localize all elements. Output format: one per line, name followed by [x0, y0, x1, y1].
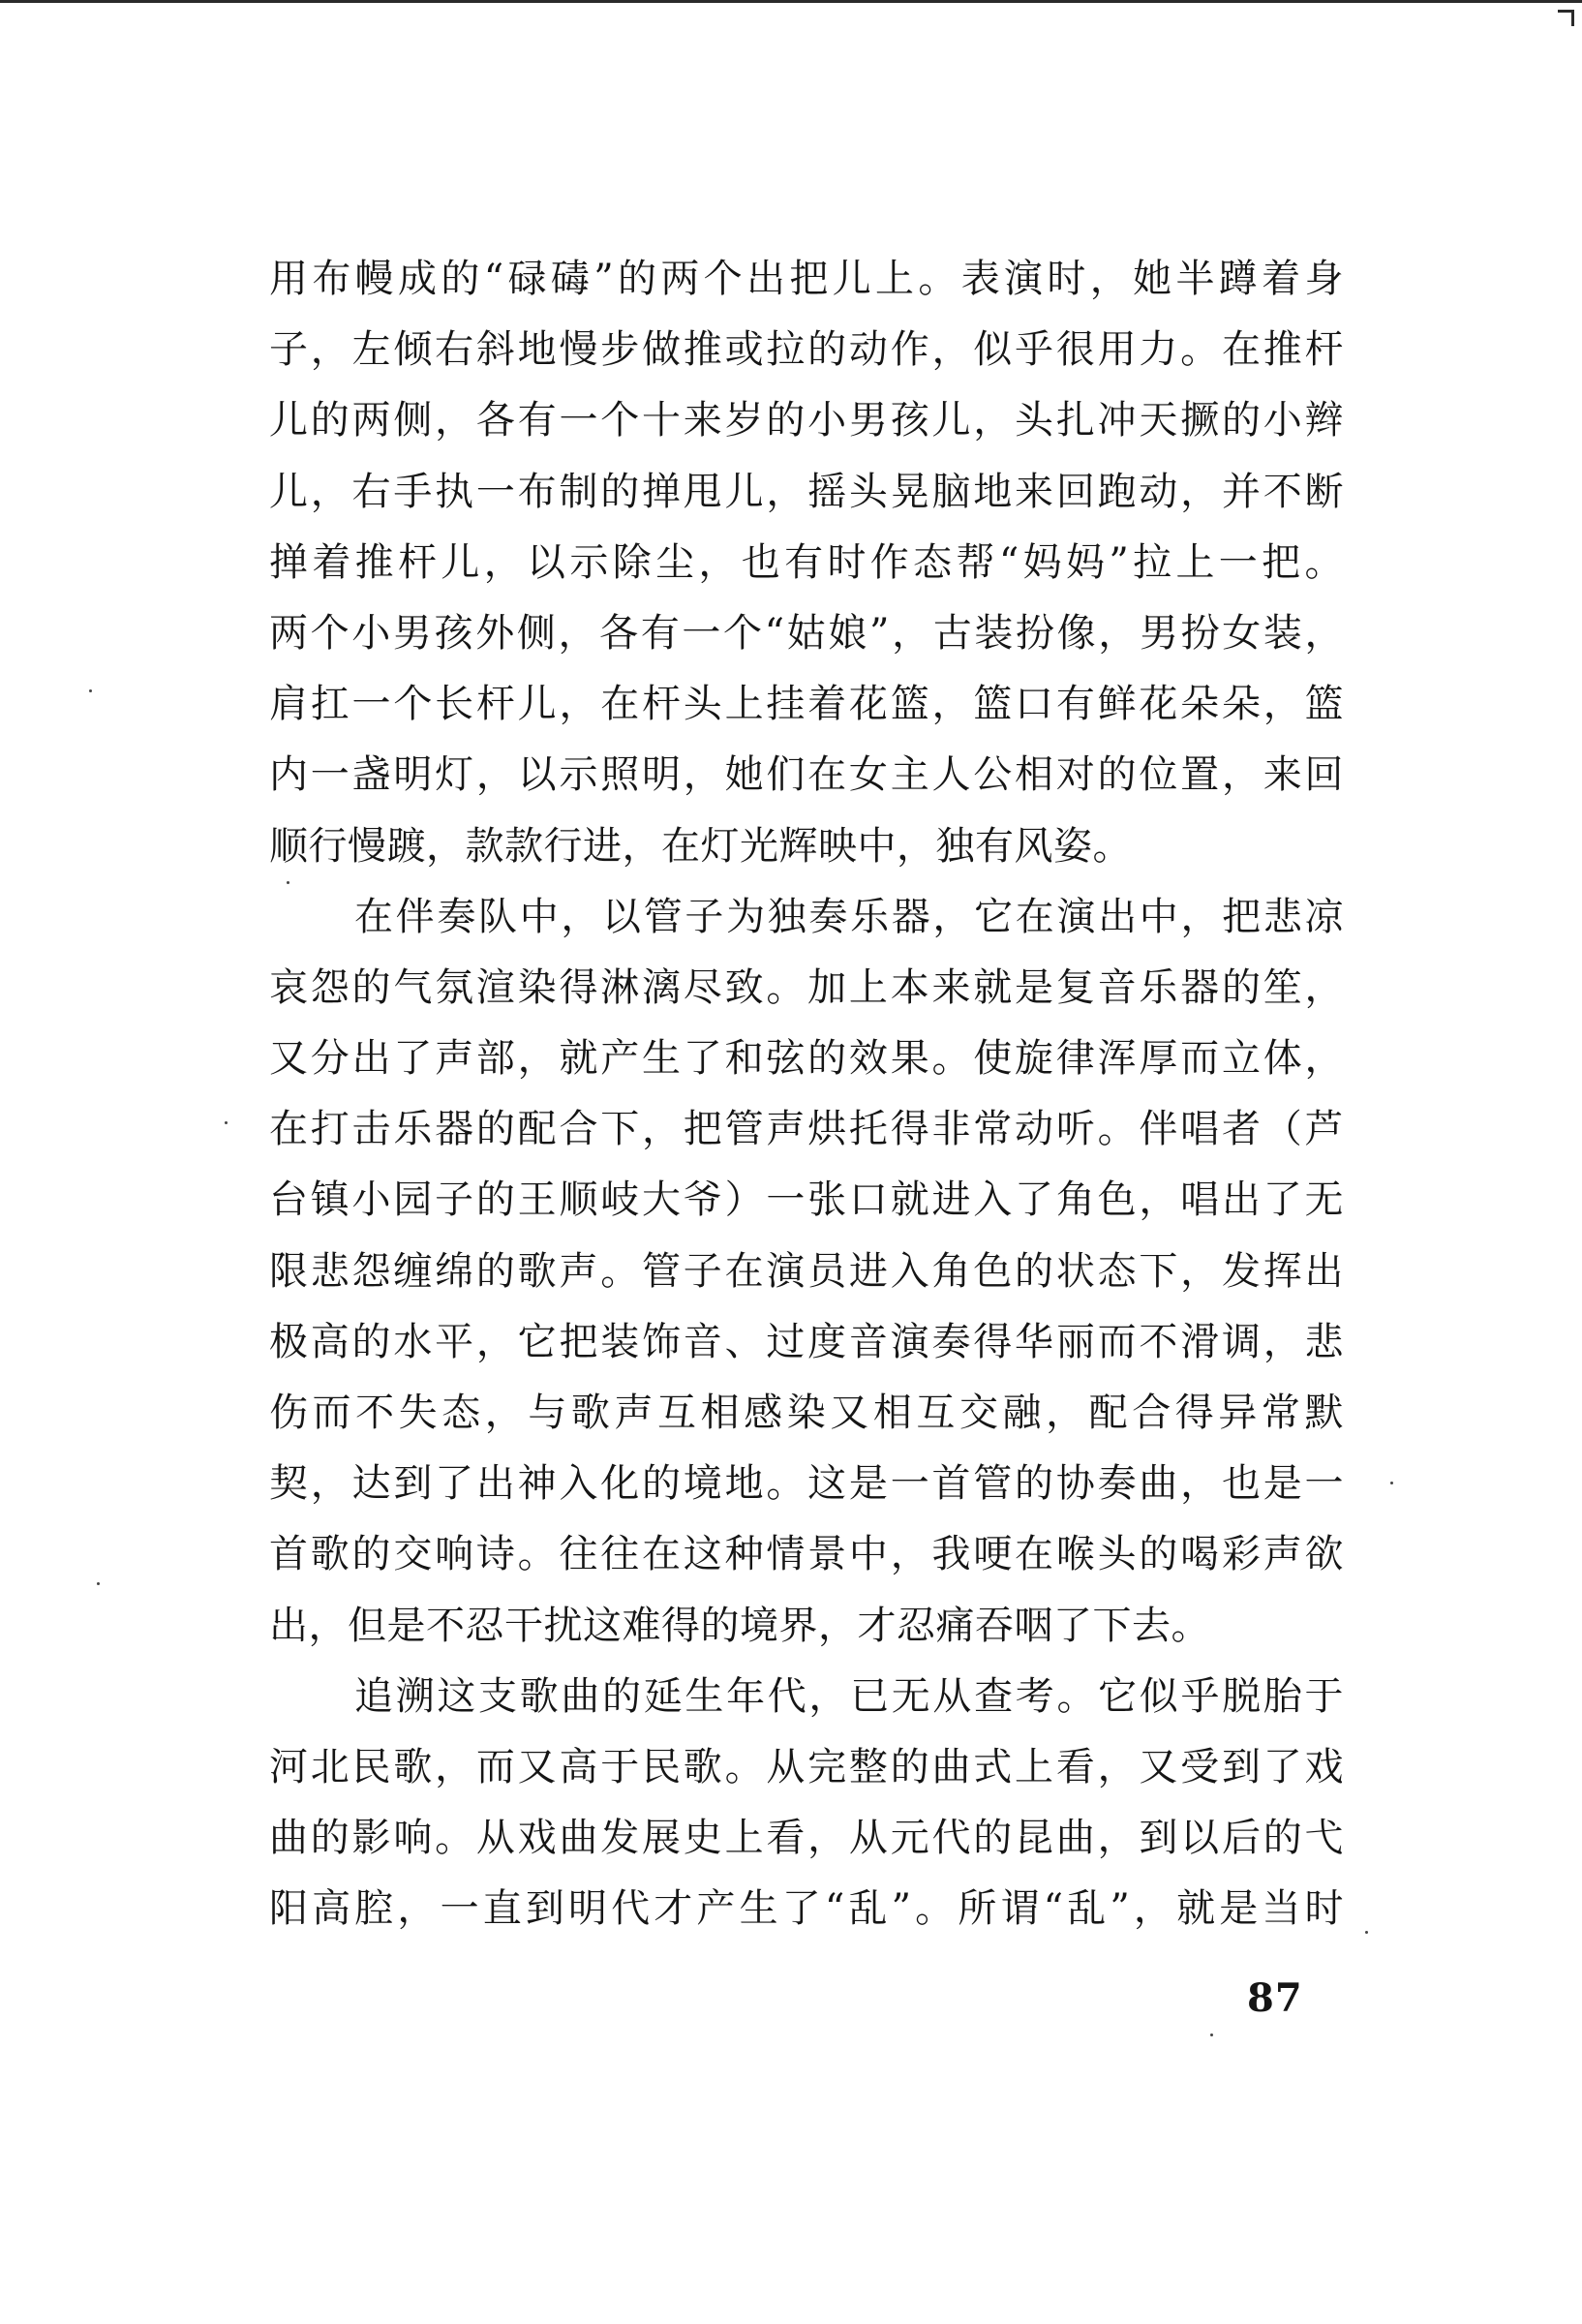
text-line: 顺行慢踱，款款行进，在灯光辉映中，独有风姿。 — [269, 823, 1132, 869]
text-line: 极高的水平，它把装饰音、过度音演奏得华丽而不滑调，悲 — [269, 1319, 1344, 1364]
text-line: 儿的两侧，各有一个十来岁的小男孩儿，头扎冲天撅的小辫 — [269, 398, 1344, 443]
page-top-edge — [0, 0, 1582, 3]
body-text — [269, 244, 1344, 1945]
scan-corner-mark — [1558, 10, 1574, 26]
text-line: 又分出了声部，就产生了和弦的效果。使旋律浑厚而立体， — [269, 1036, 1344, 1082]
scan-speck — [1210, 2034, 1213, 2036]
scan-speck — [97, 1582, 100, 1585]
text-line: 肩扛一个长杆儿，在杆头上挂着花篮，篮口有鲜花朵朵，篮 — [269, 682, 1344, 727]
text-line: 河北民歌，而又高于民歌。从完整的曲式上看，又受到了戏 — [269, 1744, 1344, 1789]
scan-speck — [287, 881, 289, 884]
text-line: 追溯这支歌曲的延生年代，已无从查考。它似乎脱胎于 — [354, 1673, 1344, 1719]
text-line: 阳高腔，一直到明代才产生了“乱”。所谓“乱”，就是当时 — [269, 1886, 1344, 1932]
text-line: 在打击乐器的配合下，把管声烘托得非常动听。伴唱者（芦 — [269, 1107, 1344, 1152]
scan-speck — [225, 1121, 228, 1124]
text-line: 哀怨的气氛渲染得淋漓尽致。加上本来就是复音乐器的笙， — [269, 964, 1344, 1010]
scan-speck — [89, 689, 92, 692]
text-line: 子，左倾右斜地慢步做推或拉的动作，似乎很用力。在推杆 — [269, 327, 1344, 373]
text-line: 契，达到了出神入化的境地。这是一首管的协奏曲，也是一 — [269, 1461, 1344, 1507]
text-line: 首歌的交响诗。往往在这种情景中，我哽在喉头的喝彩声欲 — [269, 1532, 1344, 1577]
text-line: 台镇小园子的王顺岐大爷）一张口就进入了角色，唱出了无 — [269, 1177, 1344, 1223]
scan-speck — [1390, 1482, 1393, 1484]
text-line: 出，但是不忍干扰这难得的境界，才忍痛吞咽了下去。 — [269, 1603, 1210, 1648]
text-line: 儿，右手执一布制的掸甩儿，摇头晃脑地来回跑动，并不断 — [269, 469, 1344, 514]
text-line: 两个小男孩外侧，各有一个“姑娘”，古装扮像，男扮女装， — [269, 610, 1344, 656]
text-line: 在伴奏队中，以管子为独奏乐器，它在演出中，把悲凉 — [354, 894, 1344, 939]
scan-speck — [1365, 1931, 1368, 1934]
text-line: 限悲怨缠绵的歌声。管子在演员进入角色的状态下，发挥出 — [269, 1248, 1344, 1294]
text-line: 内一盏明灯，以示照明，她们在女主人公相对的位置，来回 — [269, 752, 1344, 798]
text-line: 用布幔成的“碌碡”的两个出把儿上。表演时，她半蹲着身 — [269, 257, 1344, 301]
text-line: 伤而不失态，与歌声互相感染又相互交融，配合得异常默 — [269, 1391, 1344, 1435]
text-line: 曲的影响。从戏曲发展史上看，从元代的昆曲，到以后的弋 — [269, 1816, 1344, 1861]
text-line: 掸着推杆儿，以示除尘，也有时作态帮“妈妈”拉上一把。 — [269, 539, 1344, 585]
page-number: 87 — [1247, 1975, 1303, 2021]
